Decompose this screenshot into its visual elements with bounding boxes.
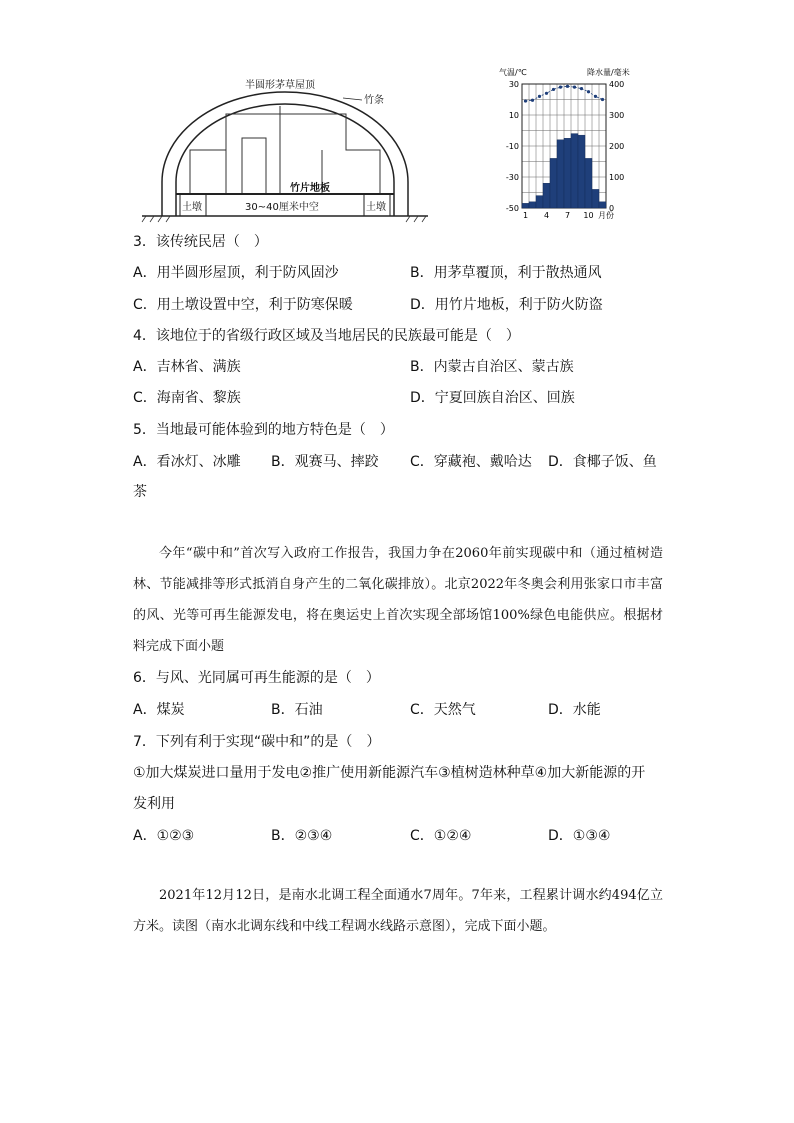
precip-bar — [543, 183, 550, 208]
q5-option-b[interactable]: B．观赛马、摔跤 — [271, 454, 379, 470]
month-tick-label: 4 — [543, 211, 550, 220]
precip-bar — [585, 158, 592, 208]
q5-option-d-cont: 茶 — [133, 484, 147, 500]
roof-label: 半圆形茅草屋顶 — [245, 80, 315, 91]
precip-tick-label: 100 — [609, 173, 625, 182]
q6-option-c[interactable]: C．天然气 — [410, 702, 476, 718]
q5-option-c[interactable]: C．穿藏袍、戴哈达 — [410, 454, 532, 470]
precip-bar — [529, 202, 536, 208]
temp-tick-label: -30 — [505, 173, 519, 182]
q4-option-b[interactable]: B．内蒙古自治区、蒙古族 — [410, 359, 574, 375]
q6-option-b[interactable]: B．石油 — [271, 702, 323, 718]
temp-tick-label: 30 — [508, 80, 519, 89]
q4-option-c[interactable]: C．海南省、黎族 — [133, 390, 241, 406]
q7-option-a[interactable]: A．①②③ — [133, 828, 195, 844]
q7-stem: 7．下列有利于实现“碳中和”的是（ ） — [133, 734, 381, 750]
month-tick-label: 10 — [583, 211, 594, 220]
temp-tick-label: 10 — [508, 111, 519, 120]
temperature-point — [573, 86, 576, 89]
house-diagram — [140, 70, 430, 230]
precip-tick-label: 200 — [609, 142, 625, 151]
q4-stem: 4．该地位于的省级行政区域及当地居民的民族最可能是（ ） — [133, 328, 520, 344]
q4-option-d[interactable]: D．宁夏回族自治区、回族 — [410, 390, 575, 406]
q5-option-a[interactable]: A．看冰灯、冰雕 — [133, 454, 241, 470]
temperature-point — [552, 88, 555, 91]
q6-stem: 6．与风、光同属可再生能源的是（ ） — [133, 670, 380, 686]
q4-option-a[interactable]: A．吉林省、满族 — [133, 359, 241, 375]
q3-option-a[interactable]: A．用半圆形屋顶，利于防风固沙 — [133, 265, 339, 281]
month-tick-label: 7 — [564, 211, 571, 220]
q6-option-d[interactable]: D．水能 — [548, 702, 601, 718]
temperature-point — [587, 90, 590, 93]
precip-bar — [578, 135, 585, 208]
q7-option-b[interactable]: B．②③④ — [271, 828, 333, 844]
temp-tick-label: -10 — [505, 142, 519, 151]
temperature-point — [545, 92, 548, 95]
temperature-point — [538, 95, 541, 98]
precip-tick-label: 400 — [609, 80, 625, 89]
gap-label: 30~40厘米中空 — [245, 202, 319, 213]
bamboo-label: 竹条 — [364, 95, 384, 106]
pier-left-label: 土墩 — [182, 202, 202, 213]
temperature-point — [531, 99, 534, 102]
precip-tick-label: 0 — [609, 204, 615, 213]
precip-axis-title: 降水量/毫米 — [587, 68, 630, 77]
temperature-point — [594, 95, 597, 98]
climate-chart-svg — [495, 66, 645, 224]
q3-stem: 3．该传统民居（ ） — [133, 234, 268, 250]
q7-option-c[interactable]: C．①②④ — [410, 828, 472, 844]
temperature-point — [524, 99, 527, 102]
passage-carbon-neutral: 今年“碳中和”首次写入政府工作报告，我国力争在2060年前实现碳中和（通过植树造林、节能减排等形式抵消自身产生的二氧化碳排放）。北京2022年冬奥会利用张家口市丰富的风、光等可再生能源发电，将在奥运史上首次实现全部场馆100%绿色电能供应。根据材料完成下面小题 — [133, 546, 663, 654]
precip-bar — [571, 134, 578, 208]
q3-option-c[interactable]: C．用土墩设置中空，利于防寒保暖 — [133, 297, 353, 313]
q6-option-a[interactable]: A．煤炭 — [133, 702, 185, 718]
temperature-point — [580, 87, 583, 90]
q3-option-b[interactable]: B．用茅草覆顶，利于散热通风 — [410, 265, 602, 281]
month-tick-label: 1 — [522, 211, 529, 220]
precip-bar — [599, 202, 606, 208]
q7-items-cont: 发利用 — [133, 796, 175, 812]
temp-tick-label: -50 — [505, 204, 519, 213]
precip-tick-label: 300 — [609, 111, 625, 120]
passage-water-diversion: 2021年12月12日，是南水北调工程全面通水7周年。7年来，工程累计调水约494亿立方米。读图（南水北调东线和中线工程调水线路示意图），完成下面小题。 — [133, 888, 663, 934]
precip-bar — [536, 196, 543, 208]
temperature-point — [566, 85, 569, 88]
precip-bar — [564, 138, 571, 208]
temp-axis-title: 气温/℃ — [499, 68, 527, 77]
precip-bar — [557, 140, 564, 208]
q7-option-d[interactable]: D．①③④ — [548, 828, 611, 844]
pier-right-label: 土墩 — [366, 202, 386, 213]
month-unit-label: 月份 — [598, 211, 614, 220]
floor-label: 竹片地板 — [290, 183, 330, 194]
house-diagram-svg — [140, 70, 430, 230]
precip-bar — [592, 189, 599, 208]
temperature-point — [559, 86, 562, 89]
q3-option-d[interactable]: D．用竹片地板，利于防火防盗 — [410, 297, 603, 313]
temperature-point — [601, 98, 604, 101]
precip-bar — [550, 158, 557, 208]
climate-chart — [495, 66, 645, 224]
precip-bar — [522, 203, 529, 208]
q7-items: ①加大煤炭进口量用于发电②推广使用新能源汽车③植树造林种草④加大新能源的开 — [133, 765, 646, 781]
q5-option-d[interactable]: D．食椰子饭、鱼 — [548, 454, 657, 470]
q5-stem: 5．当地最可能体验到的地方特色是（ ） — [133, 422, 394, 438]
